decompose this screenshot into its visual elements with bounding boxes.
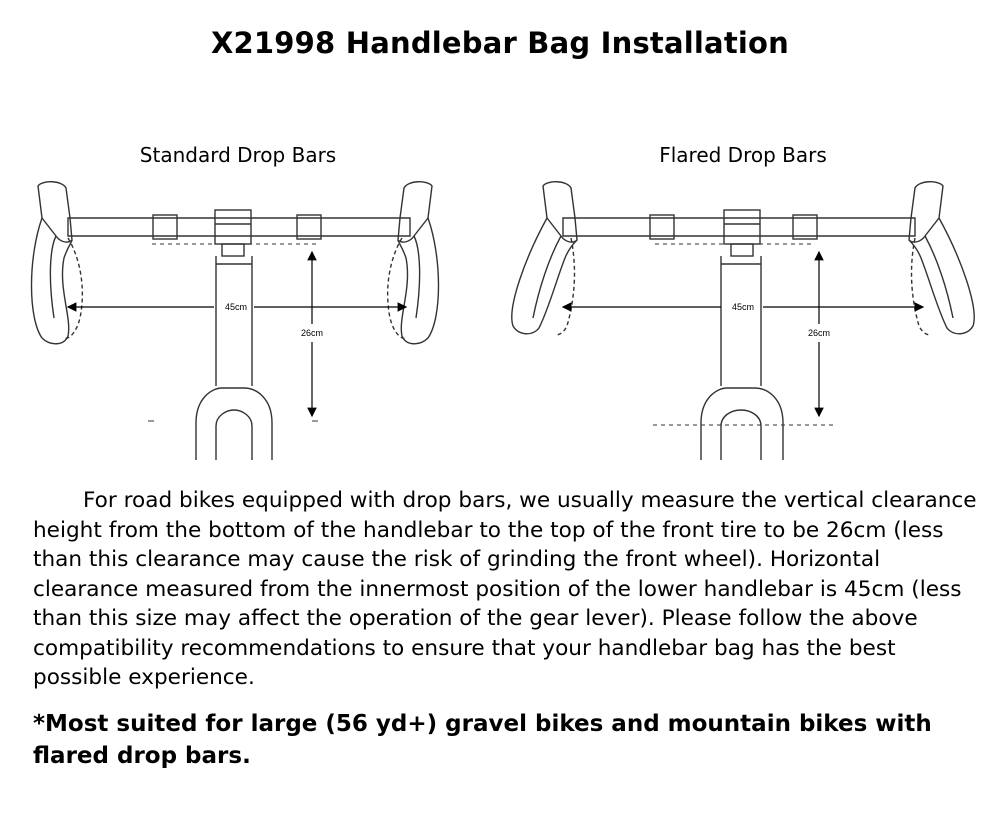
- horizontal-dimension-label: 45cm: [224, 302, 248, 312]
- right-hood: [909, 182, 943, 242]
- handlebar-top: [68, 218, 410, 236]
- right-hood: [398, 182, 432, 242]
- horizontal-dimension-label: 45cm: [731, 302, 755, 312]
- standard-drop-bars-caption: Standard Drop Bars: [139, 143, 337, 167]
- left-hood: [543, 182, 577, 242]
- left-hood: [38, 182, 72, 242]
- vertical-dimension-label: 26cm: [807, 328, 831, 338]
- description-text: For road bikes equipped with drop bars, we usually measure the vertical clearance height from the bottom of the handlebar to the top of the front tire to be 26cm (less than this clearance may cause the risk of grinding the front wheel). Horizontal clearance measured from the innermost position of the lower handlebar is 45cm (less than this size may affect the operation of the gear lever). Please follow the above compatibility recommendations to ensure that your handlebar bag has the best possible experience.: [33, 488, 977, 690]
- vertical-dimension-label: 26cm: [300, 328, 324, 338]
- handlebar-top: [563, 218, 915, 236]
- description-paragraph: [33, 486, 983, 693]
- flared-drop-bars-diagram: [505, 178, 985, 468]
- standard-drop-bars-diagram: [20, 178, 470, 468]
- page-title: X21998 Handlebar Bag Installation: [210, 26, 789, 60]
- suitability-note: *Most suited for large (56 yd+) gravel bikes and mountain bikes with flared drop bars.: [33, 711, 932, 769]
- flared-drop-bars-caption: Flared Drop Bars: [659, 143, 827, 167]
